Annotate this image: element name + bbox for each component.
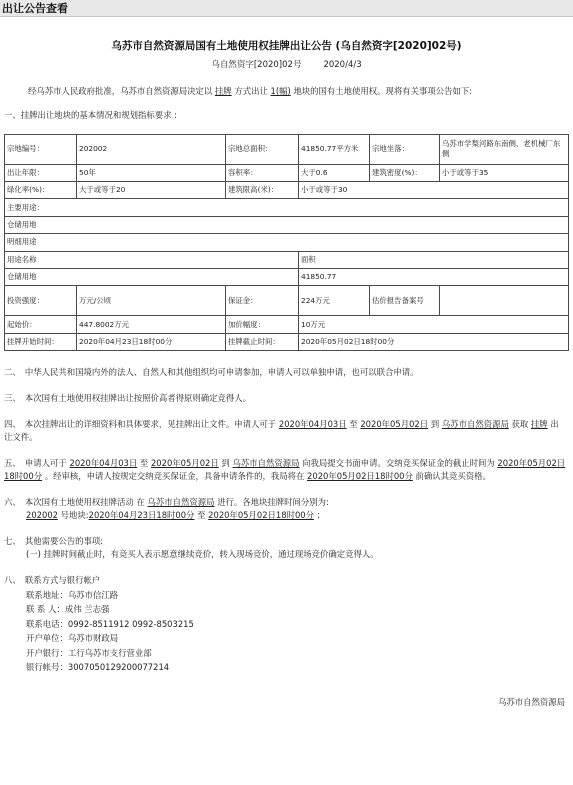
- table-cell: 估价报告备案号: [370, 286, 440, 316]
- table-cell: 224万元: [299, 286, 370, 316]
- table-cell: 大于0.6: [299, 164, 370, 181]
- table-cell: 2020年05月02日18时00分: [299, 333, 569, 350]
- qualification-confirm-time: 2020年05月02日18时00分: [307, 471, 413, 482]
- reference-number: 乌自然资字[2020]02号: [211, 60, 302, 71]
- table-cell: 小于或等于30: [299, 182, 569, 199]
- table-cell: 宗地编号：: [5, 134, 77, 164]
- section-1-heading: 一、挂牌出让地块的基本情况和规划指标要求 :: [4, 110, 177, 121]
- section-5: 五、 申请人可于 2020年04月03日 至 2020年05月02日 到 乌苏市自然资源局 向我局提交书面申请。交纳竞买保证金的截止时间为 2020年05月02日18时00分 。经审核，申请人按规定交纳竞买保证金，具备申请条件的，我局将在 2020年05月02日18时00分 前确认其竞买资格。: [4, 457, 566, 482]
- contact-phone: 联系电话：0992-8511912 0992-8503215: [26, 618, 194, 629]
- section-3: 三、 本次国有土地使用权挂牌出让按照价高者得原则确定竞得人。: [4, 392, 252, 403]
- table-cell: 万元/公顷: [77, 286, 226, 316]
- table-row: [5, 286, 569, 316]
- table-row: [5, 269, 569, 286]
- table-cell: 绿化率(%)：: [5, 182, 77, 199]
- table-cell: 起始价：: [5, 316, 77, 333]
- table-cell: 10万元: [299, 316, 569, 333]
- parcel-info-table: [4, 134, 569, 352]
- table-row: [5, 251, 569, 268]
- bank-name: 开户银行：工行乌苏市支行营业部: [26, 647, 152, 658]
- table-row: [5, 216, 569, 233]
- table-cell: 挂牌截止时间：: [226, 333, 299, 350]
- publish-date: 2020/4/3: [323, 60, 362, 71]
- table-cell: 仓储用地: [5, 216, 569, 233]
- parcel-count: 1(幅): [270, 85, 291, 96]
- table-cell: 保证金：: [226, 286, 299, 316]
- issuer-signature: 乌苏市自然资源局: [498, 696, 565, 707]
- deposit-deadline: 2020年05月02日18时00分: [4, 457, 566, 482]
- account-holder: 开户单位：乌苏市财政局: [26, 633, 119, 644]
- table-row: [5, 182, 569, 199]
- listing-start-time: 2020年04月23日18时00分: [88, 510, 195, 521]
- window-title-bar: [0, 0, 573, 17]
- announcement-meta: [0, 60, 573, 71]
- table-cell: 仓储用地: [5, 269, 299, 286]
- table-cell: 小于或等于35: [440, 164, 569, 181]
- announcement-title: 乌苏市自然资源局国有土地使用权挂牌出让公告 (乌自然资字[2020]02号): [111, 40, 462, 52]
- section-6: 六、 本次国有土地使用权挂牌活动 在 乌苏市自然资源局 进行。各地块挂牌时间分别为: 202002 号地块:2020年04月23日18时00分 至 2020年05月02日18时00分 ；: [4, 496, 329, 521]
- issuing-organization: 乌苏市自然资源局: [441, 418, 509, 429]
- section-2: 二、 中华人民共和国境内外的法人、自然人和其他组织均可申请参加，申请人可以单独申请，也可以联合申请。: [4, 367, 419, 378]
- table-cell: 出让年限：: [5, 164, 77, 181]
- table-cell: 202002: [77, 134, 226, 164]
- table-cell: 用途名称: [5, 251, 299, 268]
- table-row: [5, 333, 569, 350]
- table-cell: 宗地坐落：: [370, 134, 440, 164]
- table-row: [5, 134, 569, 164]
- table-cell: 建筑限高(米)：: [226, 182, 299, 199]
- table-cell: 50年: [77, 164, 226, 181]
- parcel-number: 202002: [26, 510, 58, 521]
- apply-end-date: 2020年05月02日: [150, 457, 219, 468]
- listing-end-time: 2020年05月02日18时00分: [208, 510, 314, 521]
- section-8: [0, 573, 573, 674]
- bank-account: 银行帐号：3007050129200077214: [26, 662, 170, 673]
- table-cell: 挂牌开始时间：: [5, 333, 77, 350]
- table-cell: 主要用途：: [5, 199, 569, 216]
- section-7-heading: 七、 其他需要公告的事项:: [4, 535, 104, 546]
- table-cell: 容积率：: [226, 164, 299, 181]
- table-cell: 明细用途: [5, 234, 569, 251]
- table-row: [5, 199, 569, 216]
- table-cell: 2020年04月23日18时00分: [77, 333, 226, 350]
- table-cell: 41850.77平方米: [299, 134, 370, 164]
- table-row: [5, 164, 569, 181]
- table-cell: 宗地总面积：: [226, 134, 299, 164]
- table-cell: 投资强度：: [5, 286, 77, 316]
- table-cell: [440, 286, 569, 316]
- table-cell: 建筑密度(%)：: [370, 164, 440, 181]
- window-title: 出让公告查看: [2, 2, 68, 15]
- doc-end-date: 2020年05月02日: [360, 418, 429, 429]
- contact-person: 联 系 人：成伟 兰志强: [26, 604, 110, 615]
- section-8-heading: 八、 联系方式与银行帐户: [4, 575, 101, 586]
- issuing-organization: 乌苏市自然资源局: [147, 496, 215, 507]
- issuing-organization: 乌苏市自然资源局: [232, 457, 300, 468]
- table-cell: 乌苏市学梨河路东南侧、老机械厂东侧: [440, 134, 569, 164]
- table-cell: 加价幅度：: [226, 316, 299, 333]
- transfer-method: 挂牌: [214, 85, 232, 96]
- intro-paragraph: 经乌苏市人民政府批准，乌苏市自然资源局决定以 挂牌 方式出让 1(幅) 地块的国有土地使用权。现将有关事项公告如下:: [28, 85, 473, 96]
- contact-address: 联系地址：乌苏市信江路: [26, 589, 119, 600]
- table-cell: 41850.77: [299, 269, 569, 286]
- section-7-item-1: (一) 挂牌时间截止时，有竞买人表示愿意继续竞价，转入现场竞价，通过现场竞价确定竞得人。: [26, 548, 379, 559]
- transfer-method: 挂牌: [530, 418, 548, 429]
- section-4: 四、 本次挂牌出让的详细资料和具体要求，见挂牌出让文件。申请人可于 2020年04月03日 至 2020年05月02日 到 乌苏市自然资源局 获取 挂牌 出让文件。: [4, 418, 559, 443]
- table-cell: 大于或等于20: [77, 182, 226, 199]
- table-row: [5, 234, 569, 251]
- doc-start-date: 2020年04月03日: [278, 418, 347, 429]
- table-cell: 447.8002万元: [77, 316, 226, 333]
- apply-start-date: 2020年04月03日: [69, 457, 138, 468]
- table-cell: 面积: [299, 251, 569, 268]
- section-7: [0, 535, 573, 562]
- table-row: [5, 316, 569, 333]
